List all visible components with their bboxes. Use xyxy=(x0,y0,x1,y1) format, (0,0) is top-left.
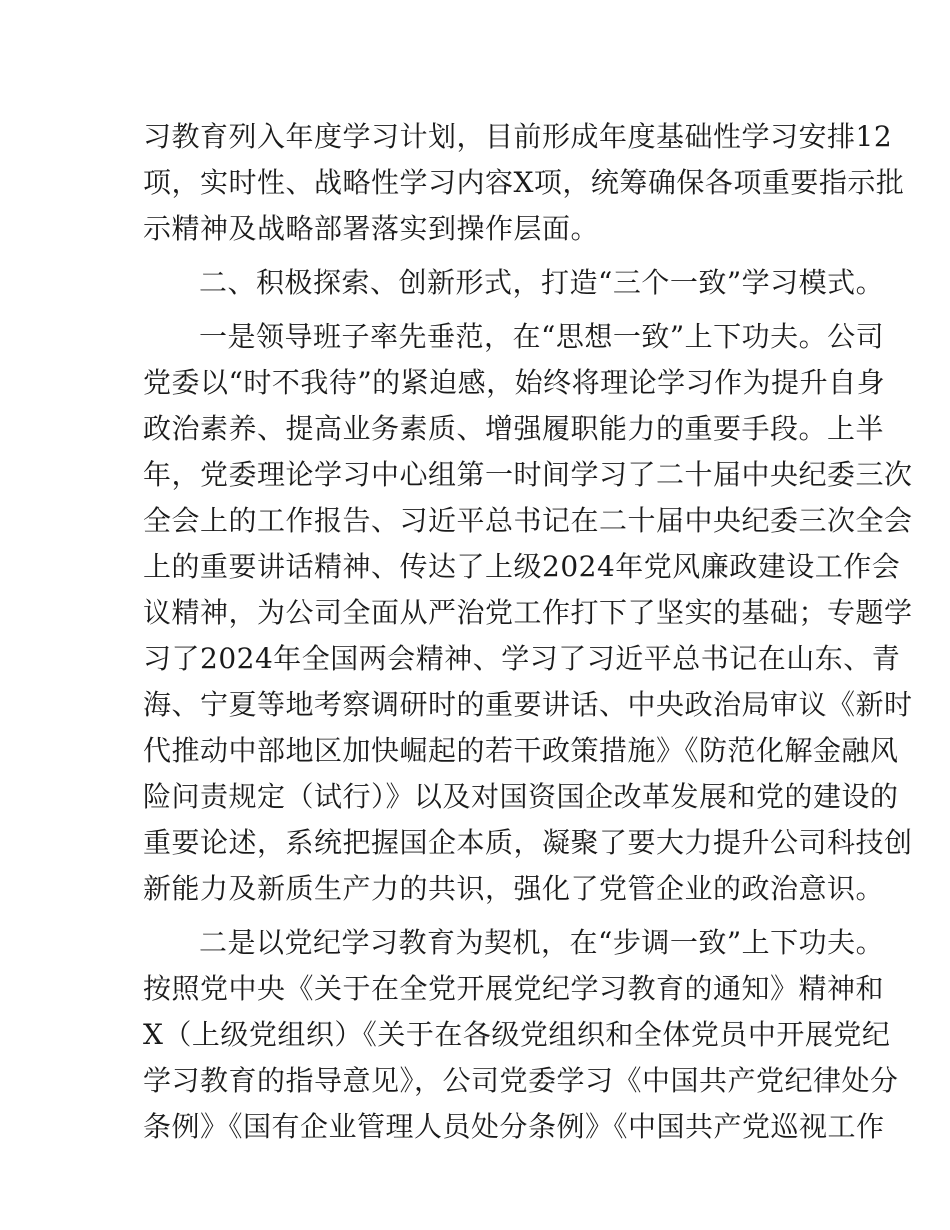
text-line: 一是领导班子率先垂范，在“思想一致”上下功夫。公司 xyxy=(199,320,885,353)
text-line: 新能力及新质生产力的共识，强化了党管企业的政治意识。 xyxy=(143,872,885,905)
paragraph-discipline-education xyxy=(143,920,899,1150)
text-line: 习了2024年全国两会精神、学习了习近平总书记在山东、青 xyxy=(143,642,901,675)
document-body xyxy=(143,114,913,1158)
text-line: 按照党中央《关于在全党开展党纪学习教育的通知》精神和 xyxy=(143,972,885,1005)
text-line: 政治素养、提高业务素质、增强履职能力的重要手段。上半 xyxy=(143,412,885,445)
text-line: X（上级党组织）《关于在各级党组织和全体党员中开展党纪 xyxy=(143,1018,891,1051)
text-line: 上的重要讲话精神、传达了上级2024年党风廉政建设工作会 xyxy=(143,550,901,583)
text-line: 代推动中部地区加快崛起的若干政策措施》《防范化解金融风 xyxy=(143,734,899,767)
paragraph-study-plan xyxy=(143,114,905,252)
section-heading-two xyxy=(143,260,885,306)
text-line: 二、积极探索、创新形式，打造“三个一致”学习模式。 xyxy=(199,266,885,299)
text-line: 二是以党纪学习教育为契机，在“步调一致”上下功夫。 xyxy=(199,926,885,959)
text-line: 险问责规定（试行）》以及对国资国企改革发展和党的建设的 xyxy=(143,780,899,813)
paragraph-leadership xyxy=(143,314,913,912)
text-line: 党委以“时不我待”的紧迫感，始终将理论学习作为提升自身 xyxy=(143,366,886,399)
text-line: 项，实时性、战略性学习内容X项，统筹确保各项重要指示批 xyxy=(143,166,905,199)
text-line: 示精神及战略部署落实到操作层面。 xyxy=(143,212,600,245)
text-line: 学习教育的指导意见》，公司党委学习《中国共产党纪律处分 xyxy=(143,1064,899,1097)
text-line: 重要论述，系统把握国企本质，凝聚了要大力提升公司科技创 xyxy=(143,826,913,859)
text-line: 年，党委理论学习中心组第一时间学习了二十届中央纪委三次 xyxy=(143,458,913,491)
text-line: 全会上的工作报告、习近平总书记在二十届中央纪委三次全会 xyxy=(143,504,913,537)
text-line: 海、宁夏等地考察调研时的重要讲话、中央政治局审议《新时 xyxy=(143,688,913,721)
text-line: 条例》《国有企业管理人员处分条例》《中国共产党巡视工作 xyxy=(143,1110,885,1143)
text-line: 习教育列入年度学习计划，目前形成年度基础性学习安排12 xyxy=(143,120,893,153)
text-line: 议精神，为公司全面从严治党工作打下了坚实的基础；专题学 xyxy=(143,596,913,629)
